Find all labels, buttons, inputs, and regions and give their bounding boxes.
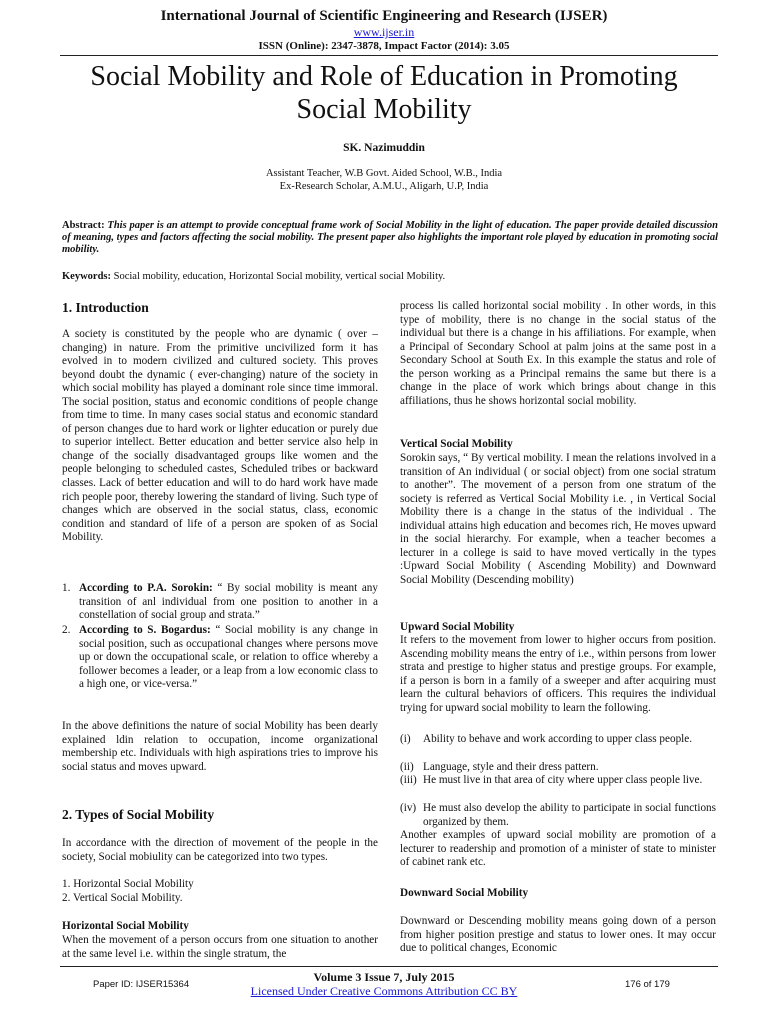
author-affiliation-2: Ex-Research Scholar, A.M.U., Aligarh, U.P, India [279,181,489,192]
author-affiliation-1: Assistant Teacher, W.B Govt. Aided School, W.B., India [265,168,503,179]
upward-paragraph: It refers to the movement from lower to higher occurs from position. Ascending mobility means the entry of i.e., within persons from lower strata and prestige to higher status and prestige groups. For example, if a person is born in a family of a sweeper and after acquiring must learn the cultural behaviors of officers. This requires the individual trying for upward social mobility to learn the following. [400,634,716,714]
keywords-label: Keywords: [62,271,111,282]
journal-url-link[interactable]: www.ijser.in [353,25,415,39]
vertical-heading: Vertical Social Mobility [400,438,513,450]
upward-examples-paragraph: Another examples of upward social mobility are promotion of a lecturer to readership and promotion of a minister of state to minister of cabinet rank etc. [400,829,716,869]
horizontal-heading: Horizontal Social Mobility [62,920,189,932]
journal-title: International Journal of Scientific Engineering and Research (IJSER) [160,8,608,24]
definition-bogardus-label: According to S. Bogardus: [79,624,211,636]
upward-list-item [400,774,716,788]
definitions-summary-paragraph: In the above definitions the nature of social Mobility has been dearly explained ldin relation to occupation, income organizational membership etc. Individuals with high aspirations tries to improve his social status and moves upward. [62,720,378,773]
paper-title-line-1: Social Mobility and Role of Education in Promoting [90,61,678,92]
abstract-text: This paper is an attempt to provide conceptual frame work of Social Mobility in the light of education. The paper provide detailed discussion of meaning, types and factors affecting the social mobility. The present paper also highlights the important role played by education in promoting social mobility. [62,220,719,255]
upward-list-item-number: (ii) [400,761,414,773]
upward-list-item-number: (i) [400,733,411,745]
paper-title-line-2: Social Mobility [296,94,472,125]
upward-list-item-number: (iii) [400,774,417,786]
upward-list-item [400,733,716,747]
definition-sorokin-number: 1. [62,582,71,594]
paper-title [0,60,768,126]
keywords-text: Social mobility, education, Horizontal Social mobility, vertical social Mobility. [113,271,446,282]
license-link[interactable]: Licensed Under Creative Commons Attribution CC BY [250,984,518,998]
upward-heading: Upward Social Mobility [400,621,515,633]
upward-list-item-number: (iv) [400,802,417,814]
definition-sorokin-label: According to P.A. Sorokin: [79,582,213,594]
downward-paragraph: Downward or Descending mobility means going down of a person from higher position prestige and status to lower ones. It may occur due to political changes, Economic [400,915,716,955]
abstract-label: Abstract: [62,220,105,231]
definition-sorokin [62,582,378,623]
definition-sorokin-text: “ By social mobility is meant any transition of anl individual from one position to another in a constellation of social group and strata.” [79,582,378,622]
types-heading: 2. Types of Social Mobility [62,807,215,822]
upward-list-item [400,761,716,775]
types-paragraph: In accordance with the direction of movement of the people in the society, Social mobiulity can be categorized into two types. [62,837,378,863]
upward-list-item-text: He must also develop the ability to participate in social functions organized by them. [423,802,716,828]
horizontal-paragraph: When the movement of a person occurs from one situation to another at the same level i.e. within the single stratum, the [62,934,378,960]
abstract [62,220,718,256]
vertical-paragraph: Sorokin says, “ By vertical mobility. I mean the relations involved in a transition of An individual ( or social object) from one social stratum to another”. The movement of a person from one stratum of the society is referred as Vertical Social Mobility i.e. , in Vertical Social Mobility there is a change in the status of the individual . The individual attains high education and becomes rich, He moves upward in the social hierarchy. For example, when a teacher becomes a lecturer in a college is said to have moved vertically in the types :Upward Social Mobility ( Ascending Mobility) and Downward Social Mobility (Descending mobility) [400,452,716,586]
keywords [62,271,718,282]
introduction-paragraph: A society is constituted by the people who are dynamic ( over –changing) in nature. From the primitive uncivilized form it has evolved in to modern civilized and cultured society. This proves beyond doubt the dynamic ( ever-changing) nature of the society in which social mobility has played a dominant role since time immoral. The social position, status and economic conditions of people change from time to time. In many cases social status and economic standard of person changes due to hard work or lighter education or purely due to superior intellect. Better education and better service also help in change of the socially disadvantaged groups like women and the people belonging to scheduled castes, Scheduled tribes or backward classes. Lack of better education and will to do hard work have made rich people poor, thereby lowering the standard of living. Such type of changes which are observed in the social status, class, economic condition and standard of life of a person are spoken of as Social Mobility. [62,328,378,544]
paper-id: Paper ID: IJSER15364 [93,979,190,990]
upward-list-item [400,802,716,829]
footer-divider [60,966,718,967]
definition-bogardus [62,624,378,692]
downward-heading: Downward Social Mobility [400,887,529,899]
horizontal-paragraph-continued: process lis called horizontal social mobility . In other words, in this type of mobility, there is no change in the social status of the individual but there is a change in his affiliations. For example, when a Principal of Secondary School at palm joins at the same post in a Secondary School at South Ex. In this example the status and role of the person working as a Principal remains the same but there is a change in the place of work which brings about change in this affiliations, thus he shows horizontal social mobility. [400,300,716,407]
definition-bogardus-text: “ Social mobility is any change in social position, such as occupational changes where persons move up or down the occupational scale, or relation to office whereby a follower becomes a leader, or a leap from a low economic class to a high one, or vice-versa.” [79,624,378,691]
upward-list-item-text: Language, style and their dress pattern. [423,761,599,773]
footer-volume: Volume 3 Issue 7, July 2015 [313,970,455,984]
author-name: SK. Nazimuddin [343,142,425,154]
definition-bogardus-number: 2. [62,624,71,636]
header-divider [60,55,718,56]
type-item-vertical: 2. Vertical Social Mobility. [62,892,183,904]
journal-issn: ISSN (Online): 2347-3878, Impact Factor (2014): 3.05 [258,40,510,52]
type-item-horizontal: 1. Horizontal Social Mobility [62,878,194,890]
upward-list-item-text: He must live in that area of city where upper class people live. [423,774,703,786]
introduction-heading: 1. Introduction [62,300,149,315]
upward-list-item-text: Ability to behave and work according to upper class people. [423,733,693,745]
page-number: 176 of 179 [625,979,670,990]
